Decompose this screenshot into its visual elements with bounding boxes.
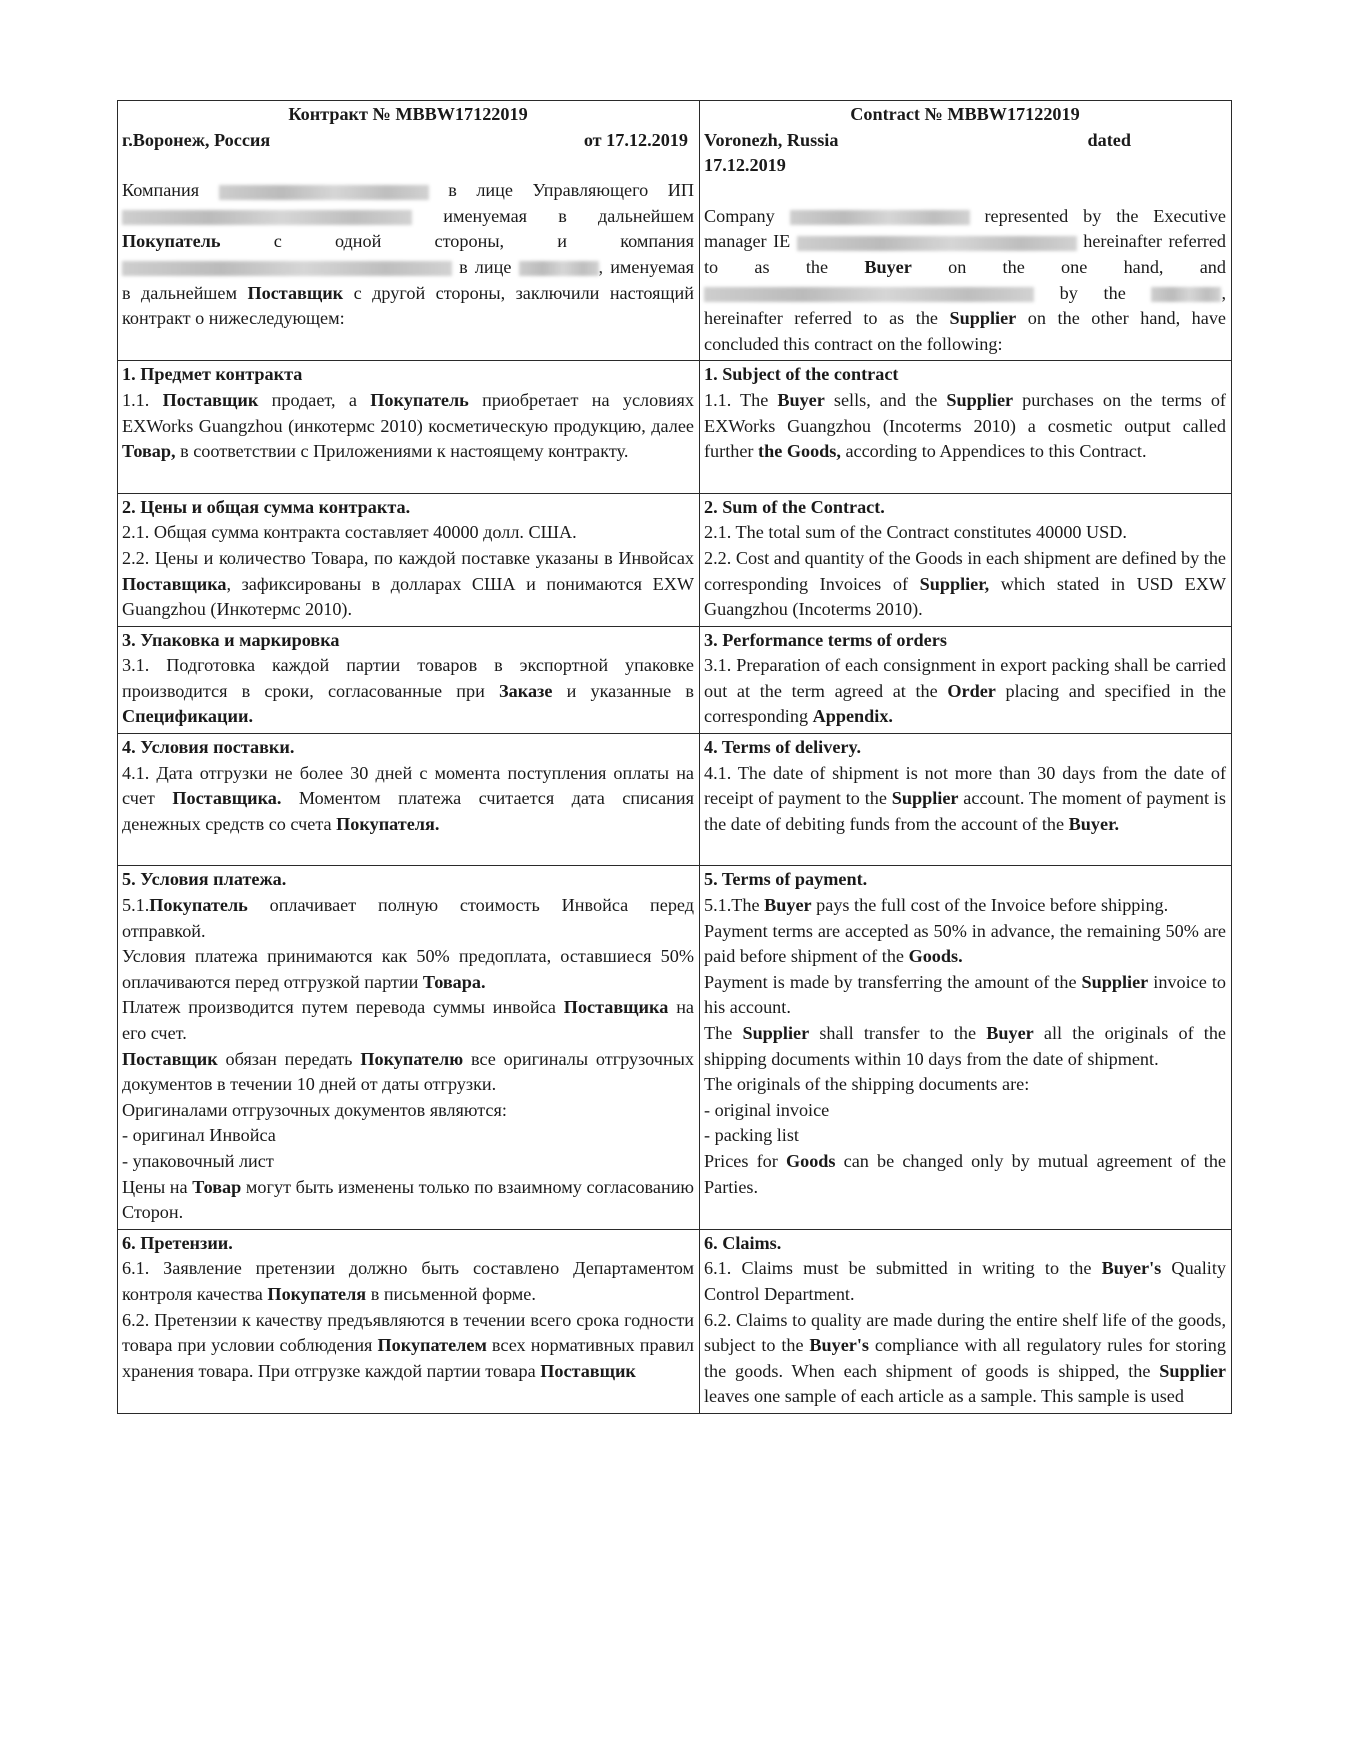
bold-term: Appendix.	[812, 706, 893, 727]
ru-date: от 17.12.2019	[583, 129, 688, 150]
bold-term: Supplier	[742, 1023, 810, 1043]
bold-term: Supplier	[891, 788, 959, 809]
bold-term: Покупателю	[360, 1048, 464, 1069]
en-section-cell	[700, 866, 1232, 1229]
en-dated: dated	[1087, 129, 1131, 150]
contract-table	[117, 100, 1232, 1414]
en-preamble: Company represented by the Executive manager IE hereinafter referred to as the Buyer on the one hand, and by the , hereinafter referred to as the Supplier on the other hand, have concluded this contract on the following:	[704, 205, 1227, 354]
section-title: 1. Предмет контракта	[122, 364, 303, 385]
section-row	[118, 866, 1232, 1229]
clause-paragraph: - упаковочный лист	[122, 1150, 274, 1171]
bold-term: Supplier	[1081, 971, 1149, 992]
clause-paragraph: The originals of the shipping documents are:	[704, 1074, 1030, 1095]
bold-term: Buyer	[986, 1023, 1034, 1043]
redacted-name	[797, 236, 1077, 251]
clause-paragraph: 2.1. Общая сумма контракта составляет 40000 долл. США.	[122, 522, 577, 543]
clause-paragraph: 4.1. The date of shipment is not more than 30 days from the date of receipt of payment to the Supplier account. The moment of payment is the date of debiting funds from the account of the Buyer.	[704, 762, 1226, 834]
bold-term: Спецификации.	[122, 706, 253, 727]
bold-term: Buyer's	[809, 1335, 870, 1356]
clause-paragraph: 1.1. Поставщик продает, а Покупатель приобретает на условиях EXWorks Guangzhou (инкотермс 2010) косметическую продукцию, далее Товар, в соответствии с Приложениями к настоящему контракту.	[122, 389, 695, 462]
section-row	[118, 493, 1232, 626]
clause-paragraph: 1.1. The Buyer sells, and the Supplier purchases on the terms of EXWorks Guangzhou (Incoterms 2010) a cosmetic output called further the Goods, according to Appendices to this Contract.	[704, 389, 1226, 462]
bold-term: Покупателем	[377, 1335, 487, 1356]
bold-term: Supplier	[1159, 1360, 1226, 1381]
clause-paragraph: 3.1. Подготовка каждой партии товаров в экспортной упаковке производится в сроки, согласованные при Заказе и указанные в Спецификации.	[122, 655, 694, 727]
bold-term: Поставщик	[247, 282, 344, 303]
en-contract-title: Contract № MBBW17122019	[850, 104, 1080, 124]
bold-term: Заказе	[499, 680, 553, 701]
bold-term: Order	[947, 680, 996, 701]
clause-paragraph: Payment is made by transferring the amount of the Supplier invoice to his account.	[704, 971, 1226, 1018]
ru-section-cell	[118, 626, 700, 733]
clause-paragraph: 6.1. Claims must be submitted in writing to the Buyer's Quality Control Department.	[704, 1258, 1226, 1304]
redacted-name	[122, 261, 452, 276]
section-title: 5. Условия платежа.	[122, 869, 287, 890]
bold-term: Supplier	[949, 308, 1017, 329]
ru-contract-title: Контракт № MBBW17122019	[288, 104, 528, 124]
bold-term: Buyer	[864, 256, 912, 277]
redacted-name	[122, 210, 412, 225]
en-section-cell	[700, 1229, 1232, 1413]
section-title: 4. Условия поставки.	[122, 737, 295, 758]
section-row	[118, 1229, 1232, 1413]
en-section-cell	[700, 734, 1232, 866]
en-city: Voronezh, Russia	[704, 129, 839, 150]
en-section-cell	[700, 626, 1232, 733]
ru-header-cell	[118, 101, 700, 361]
clause-paragraph: Цены на Товар могут быть изменены только по взаимному согласованию Сторон.	[122, 1176, 695, 1223]
bold-term: Покупатель	[149, 895, 248, 916]
bold-term: Поставщика	[563, 997, 669, 1018]
bold-term: Товар	[192, 1176, 242, 1197]
section-row	[118, 361, 1232, 493]
section-title: 5. Terms of payment.	[704, 869, 868, 890]
en-header-cell	[700, 101, 1232, 361]
bold-term: Buyer.	[1068, 813, 1120, 834]
bold-term: Поставщика	[122, 573, 227, 594]
bold-term: Товар,	[122, 441, 176, 462]
header-row	[118, 101, 1232, 361]
en-section-cell	[700, 361, 1232, 493]
clause-paragraph: 3.1. Preparation of each consignment in export packing shall be carried out at the term agreed at the Order placing and specified in the corresponding Appendix.	[704, 655, 1226, 727]
bold-term: Buyer	[777, 389, 825, 410]
en-section-cell	[700, 493, 1232, 626]
section-row	[118, 626, 1232, 733]
bold-term: Goods	[785, 1150, 836, 1171]
bold-term: Товара.	[422, 971, 486, 992]
clause-paragraph: - original invoice	[704, 1099, 830, 1120]
clause-paragraph: - packing list	[704, 1125, 799, 1146]
bold-term: Покупателя.	[336, 813, 440, 834]
section-title: 4. Terms of delivery.	[704, 737, 862, 758]
clause-paragraph: The Supplier shall transfer to the Buyer all the originals of the shipping documents within 10 days from the date of shipment.	[704, 1023, 1227, 1069]
redacted-name	[704, 287, 1034, 302]
bold-term: Поставщик	[162, 389, 259, 410]
clause-paragraph: Поставщик обязан передать Покупателю все оригиналы отгрузочных документов в течении 10 дней от даты отгрузки.	[122, 1048, 694, 1095]
redacted-name	[219, 185, 429, 200]
bold-term: Поставщика.	[172, 788, 282, 809]
section-title: 2. Sum of the Contract.	[704, 496, 885, 517]
ru-section-cell	[118, 493, 700, 626]
bold-term: Покупателя	[267, 1283, 367, 1304]
redacted-name	[790, 210, 970, 225]
clause-paragraph: 6.2. Claims to quality are made during the entire shelf life of the goods, subject to the Buyer's compliance with all regulatory rules for storing the goods. When each shipment of goods is shipped, the Supplier leaves one sample of each article as a sample. This sample is used	[704, 1309, 1226, 1407]
section-title: 6. Претензии.	[122, 1232, 233, 1253]
section-title: 3. Performance terms of orders	[704, 629, 947, 650]
clause-paragraph: 2.2. Цены и количество Товара, по каждой поставке указаны в Инвойсах Поставщика, зафиксированы в долларах США и понимаются EXW Guangzhou (Инкотермс 2010).	[122, 547, 694, 620]
bold-term: Goods.	[908, 946, 963, 967]
bold-term: Buyer	[764, 895, 812, 916]
clause-paragraph: 6.1. Заявление претензии должно быть составлено Департаментом контроля качества Покупателя в письменной форме.	[122, 1258, 694, 1304]
section-title: 1. Subject of the contract	[704, 364, 899, 385]
bold-term: the Goods,	[758, 441, 841, 462]
section-title: 2. Цены и общая сумма контракта.	[122, 496, 411, 517]
en-date: 17.12.2019	[704, 155, 786, 176]
bold-term: Поставщик	[122, 1048, 218, 1069]
redacted-name	[519, 261, 599, 276]
clause-paragraph: 2.1. The total sum of the Contract constitutes 40000 USD.	[704, 522, 1127, 543]
bold-term: Поставщик	[540, 1360, 636, 1381]
clause-paragraph: Платеж производится путем перевода суммы инвойса Поставщика на его счет.	[122, 997, 694, 1043]
clause-paragraph: 2.2. Cost and quantity of the Goods in each shipment are defined by the corresponding Invoices of Supplier, which stated in USD EXW Guangzhou (Incoterms 2010).	[704, 547, 1227, 620]
section-row	[118, 734, 1232, 866]
clause-paragraph: 5.1.The Buyer pays the full cost of the Invoice before shipping.	[704, 895, 1169, 916]
redacted-name	[1151, 287, 1221, 302]
clause-paragraph: - оригинал Инвойса	[122, 1125, 276, 1146]
bold-term: Buyer's	[1101, 1258, 1162, 1279]
bold-term: Покупатель	[122, 231, 221, 252]
clause-paragraph: Условия платежа принимаются как 50% предоплата, оставшиеся 50% оплачиваются перед отгрузкой партии Товара.	[122, 946, 694, 992]
bold-term: Supplier,	[919, 573, 990, 594]
clause-paragraph: 5.1.Покупатель оплачивает полную стоимость Инвойса перед отправкой.	[122, 895, 694, 941]
ru-section-cell	[118, 734, 700, 866]
clause-paragraph: 4.1. Дата отгрузки не более 30 дней с момента поступления оплаты на счет Поставщика. Моментом платежа считается дата списания денежных средств со счета Покупателя.	[122, 762, 694, 834]
section-title: 6. Claims.	[704, 1232, 782, 1253]
bold-term: Покупатель	[370, 389, 469, 410]
clause-paragraph: 6.2. Претензии к качеству предъявляются в течении всего срока годности товара при условии соблюдения Покупателем всех нормативных правил хранения товара. При отгрузке каждой партии товара Поставщик	[122, 1309, 695, 1381]
clause-paragraph: Prices for Goods can be changed only by mutual agreement of the Parties.	[704, 1150, 1227, 1197]
bold-term: Supplier	[946, 389, 1014, 410]
ru-section-cell	[118, 866, 700, 1229]
ru-city: г.Воронеж, Россия	[122, 129, 271, 150]
ru-section-cell	[118, 1229, 700, 1413]
clause-paragraph: Payment terms are accepted as 50% in advance, the remaining 50% are paid before shipment of the Goods.	[704, 920, 1226, 967]
ru-preamble: Компания в лице Управляющего ИП именуемая в дальнейшем Покупатель с одной стороны, и компания в лице , именуемая в дальнейшем Поставщик с другой стороны, заключили настоящий контракт о нижеследующем:	[122, 180, 694, 329]
ru-section-cell	[118, 361, 700, 493]
clause-paragraph: Оригиналами отгрузочных документов являются:	[122, 1099, 507, 1120]
section-title: 3. Упаковка и маркировка	[122, 629, 340, 650]
